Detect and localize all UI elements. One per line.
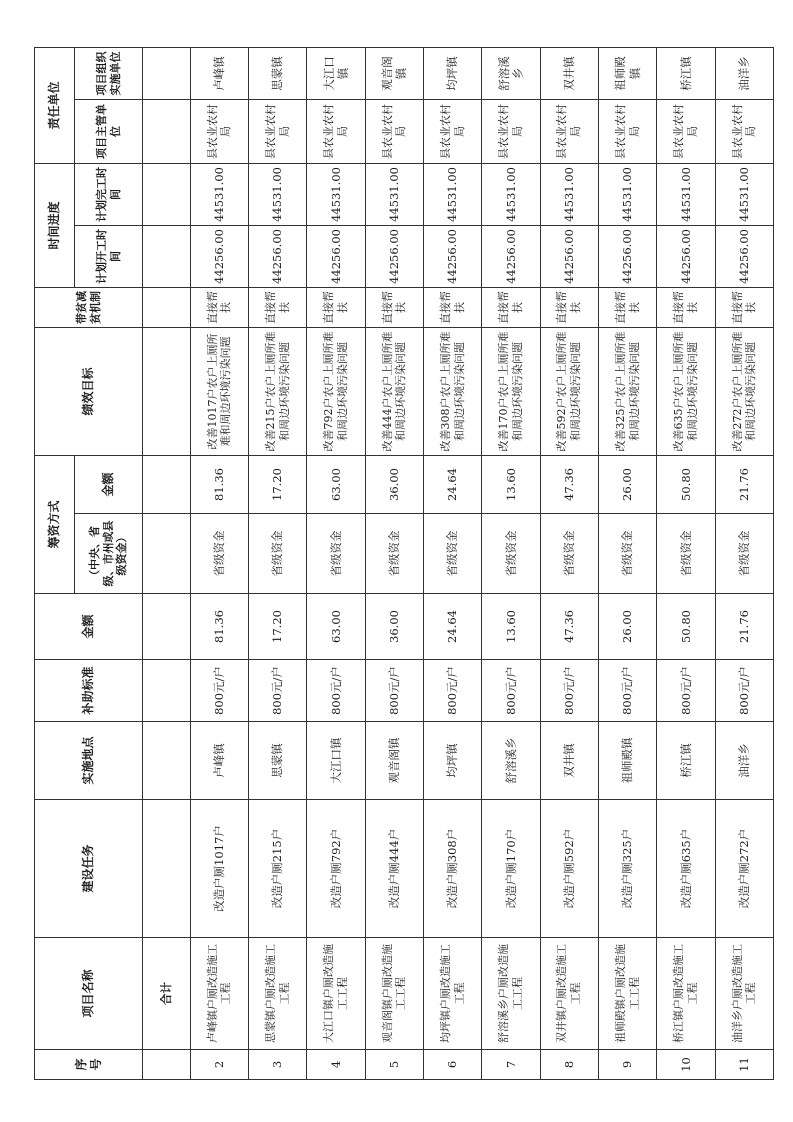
- row-implementer: 卢峰镇: [190, 47, 248, 99]
- row-goal: 改善215户农户上厕所难和周边环境污染问题: [248, 327, 306, 455]
- row-goal: 改善272户农户上厕所难和周边环境污染问题: [715, 327, 773, 455]
- row-task: 改造户厕272户: [715, 800, 773, 938]
- row-task: 改造户厕1017户: [190, 800, 248, 938]
- row-standard: 800元/户: [540, 660, 598, 722]
- row-start: 44256.00: [365, 225, 423, 287]
- row-supervisor: 县农业农村局: [190, 99, 248, 163]
- row-start: 44256.00: [190, 225, 248, 287]
- row-implementer: 双井镇: [540, 47, 598, 99]
- row-task: 改造户厕308户: [423, 800, 481, 938]
- row-amount: 50.80: [657, 594, 715, 660]
- header-funding-source: （中央、省级、市州或县级资金）: [75, 514, 143, 594]
- row-goal: 改善444户农户上厕所难和周边环境污染问题: [365, 327, 423, 455]
- row-funding-source: 省级资金: [657, 514, 715, 594]
- row-funding-source: 省级资金: [423, 514, 481, 594]
- row-seq: 2: [190, 1050, 248, 1080]
- row-amount: 63.00: [307, 594, 365, 660]
- row-start: 44256.00: [482, 225, 540, 287]
- row-seq: 10: [657, 1050, 715, 1080]
- row-seq: 4: [307, 1050, 365, 1080]
- row-project-name: 祖师殿镇户厕改造施工工程: [598, 938, 656, 1050]
- header-end: 计划完工时间: [75, 163, 143, 225]
- header-responsible: 责任单位: [35, 47, 75, 163]
- row-end: 44531.00: [482, 163, 540, 225]
- row-amount: 47.36: [540, 594, 598, 660]
- row-goal: 改善592户农户上厕所难和周边环境污染问题: [540, 327, 598, 455]
- row-location: 桥江镇: [657, 722, 715, 800]
- row-seq: 5: [365, 1050, 423, 1080]
- table-row: [248, 47, 306, 1079]
- row-end: 44531.00: [540, 163, 598, 225]
- row-supervisor: 县农业农村局: [248, 99, 306, 163]
- header-project-name: 项目名称: [35, 938, 143, 1050]
- row-location: 卢峰镇: [190, 722, 248, 800]
- header-funding-method: 筹资方式: [35, 455, 75, 593]
- header-goal: 绩效目标: [35, 327, 143, 455]
- row-standard: 800元/户: [657, 660, 715, 722]
- row-end: 44531.00: [598, 163, 656, 225]
- header-task: 建设任务: [35, 800, 143, 938]
- row-amount: 36.00: [365, 594, 423, 660]
- table-row: [307, 47, 365, 1079]
- row-implementer: 观音阁镇: [365, 47, 423, 99]
- row-project-name: 桥江镇户厕改造施工工程: [657, 938, 715, 1050]
- table-row: [365, 47, 423, 1079]
- row-project-name: 均坪镇户厕改造施工工程: [423, 938, 481, 1050]
- row-goal: 改善1017户农户上厕所难和周边环境污染问题: [190, 327, 248, 455]
- row-start: 44256.00: [423, 225, 481, 287]
- row-goal: 改善170户农户上厕所难和周边环境污染问题: [482, 327, 540, 455]
- header-schedule: 时间进度: [35, 163, 75, 287]
- row-funding-amount: 50.80: [657, 455, 715, 513]
- row-supervisor: 县农业农村局: [307, 99, 365, 163]
- row-end: 44531.00: [365, 163, 423, 225]
- row-funding-amount: 81.36: [190, 455, 248, 513]
- row-mechanism: 直接帮扶: [598, 287, 656, 327]
- row-mechanism: 直接帮扶: [307, 287, 365, 327]
- row-mechanism: 直接帮扶: [482, 287, 540, 327]
- header-funding-amount: 金额: [75, 455, 143, 513]
- row-implementer: 油洋乡: [715, 47, 773, 99]
- row-funding-source: 省级资金: [307, 514, 365, 594]
- row-start: 44256.00: [598, 225, 656, 287]
- row-funding-amount: 63.00: [307, 455, 365, 513]
- row-seq: 11: [715, 1050, 773, 1080]
- row-location: 舒溶溪乡: [482, 722, 540, 800]
- row-standard: 800元/户: [365, 660, 423, 722]
- row-mechanism: 直接帮扶: [540, 287, 598, 327]
- row-project-name: 卢峰镇户厕改造施工工程: [190, 938, 248, 1050]
- row-supervisor: 县农业农村局: [657, 99, 715, 163]
- row-supervisor: 县农业农村局: [482, 99, 540, 163]
- row-seq: 9: [598, 1050, 656, 1080]
- row-implementer: 祖师殿镇: [598, 47, 656, 99]
- row-seq: 7: [482, 1050, 540, 1080]
- row-end: 44531.00: [307, 163, 365, 225]
- row-goal: 改善325户农户上厕所难和周边环境污染问题: [598, 327, 656, 455]
- row-mechanism: 直接帮扶: [190, 287, 248, 327]
- row-start: 44256.00: [540, 225, 598, 287]
- row-location: 双井镇: [540, 722, 598, 800]
- row-end: 44531.00: [657, 163, 715, 225]
- row-amount: 21.76: [715, 594, 773, 660]
- row-funding-source: 省级资金: [482, 514, 540, 594]
- header-mechanism: 带贫减贫机制: [35, 287, 143, 327]
- row-seq: 3: [248, 1050, 306, 1080]
- row-funding-source: 省级资金: [540, 514, 598, 594]
- row-location: 祖师殿镇: [598, 722, 656, 800]
- header-seq: 序号: [35, 1050, 143, 1080]
- row-goal: 改善308户农户上厕所难和周边环境污染问题: [423, 327, 481, 455]
- row-task: 改造户厕792户: [307, 800, 365, 938]
- project-table: [34, 47, 774, 1080]
- row-goal: 改善792户农户上厕所难和周边环境污染问题: [307, 327, 365, 455]
- row-funding-amount: 24.64: [423, 455, 481, 513]
- row-seq: 6: [423, 1050, 481, 1080]
- row-implementer: 桥江镇: [657, 47, 715, 99]
- row-mechanism: 直接帮扶: [715, 287, 773, 327]
- row-supervisor: 县农业农村局: [365, 99, 423, 163]
- row-implementer: 思蒙镇: [248, 47, 306, 99]
- table-row: [657, 47, 715, 1079]
- table-row: [598, 47, 656, 1079]
- row-goal: 改善635户农户上厕所难和周边环境污染问题: [657, 327, 715, 455]
- table-row: [482, 47, 540, 1079]
- row-funding-source: 省级资金: [715, 514, 773, 594]
- header-location: 实施地点: [35, 722, 143, 800]
- row-mechanism: 直接帮扶: [365, 287, 423, 327]
- row-task: 改造户厕215户: [248, 800, 306, 938]
- row-funding-source: 省级资金: [365, 514, 423, 594]
- row-project-name: 双井镇户厕改造施工工程: [540, 938, 598, 1050]
- row-location: 油洋乡: [715, 722, 773, 800]
- row-supervisor: 县农业农村局: [715, 99, 773, 163]
- row-seq: 8: [540, 1050, 598, 1080]
- row-task: 改造户厕444户: [365, 800, 423, 938]
- row-start: 44256.00: [248, 225, 306, 287]
- row-start: 44256.00: [657, 225, 715, 287]
- row-funding-amount: 17.20: [248, 455, 306, 513]
- row-task: 改造户厕170户: [482, 800, 540, 938]
- row-amount: 26.00: [598, 594, 656, 660]
- row-task: 改造户厕325户: [598, 800, 656, 938]
- header-start: 计划开工时间: [75, 225, 143, 287]
- row-standard: 800元/户: [598, 660, 656, 722]
- table-row: [423, 47, 481, 1079]
- row-funding-amount: 13.60: [482, 455, 540, 513]
- row-standard: 800元/户: [248, 660, 306, 722]
- row-standard: 800元/户: [307, 660, 365, 722]
- row-mechanism: 直接帮扶: [248, 287, 306, 327]
- row-supervisor: 县农业农村局: [598, 99, 656, 163]
- row-amount: 13.60: [482, 594, 540, 660]
- row-start: 44256.00: [307, 225, 365, 287]
- row-project-name: 思蒙镇户厕改造施工工程: [248, 938, 306, 1050]
- row-task: 改造户厕635户: [657, 800, 715, 938]
- row-location: 均坪镇: [423, 722, 481, 800]
- header-standard: 补助标准: [35, 660, 143, 722]
- row-amount: 24.64: [423, 594, 481, 660]
- row-standard: 800元/户: [423, 660, 481, 722]
- row-project-name: 油洋乡户厕改造施工工程: [715, 938, 773, 1050]
- row-start: 44256.00: [715, 225, 773, 287]
- row-amount: 17.20: [248, 594, 306, 660]
- row-funding-amount: 21.76: [715, 455, 773, 513]
- row-supervisor: 县农业农村局: [540, 99, 598, 163]
- header-implementer: 项目组织实施单位: [75, 47, 143, 99]
- row-funding-source: 省级资金: [190, 514, 248, 594]
- row-end: 44531.00: [715, 163, 773, 225]
- row-supervisor: 县农业农村局: [423, 99, 481, 163]
- row-implementer: 舒溶溪乡: [482, 47, 540, 99]
- row-standard: 800元/户: [190, 660, 248, 722]
- row-end: 44531.00: [190, 163, 248, 225]
- row-funding-source: 省级资金: [598, 514, 656, 594]
- row-location: 观音阁镇: [365, 722, 423, 800]
- row-implementer: 均坪镇: [423, 47, 481, 99]
- header-supervisor: 项目主管单位: [75, 99, 143, 163]
- row-project-name: 大江口镇户厕改造施工工程: [307, 938, 365, 1050]
- row-funding-amount: 36.00: [365, 455, 423, 513]
- row-implementer: 大江口镇: [307, 47, 365, 99]
- row-mechanism: 直接帮扶: [657, 287, 715, 327]
- row-task: 改造户厕592户: [540, 800, 598, 938]
- row-location: 大江口镇: [307, 722, 365, 800]
- row-standard: 800元/户: [715, 660, 773, 722]
- row-location: 思蒙镇: [248, 722, 306, 800]
- row-mechanism: 直接帮扶: [423, 287, 481, 327]
- table-row: [190, 47, 248, 1079]
- total-label: 合计: [143, 938, 191, 1050]
- row-funding-amount: 26.00: [598, 455, 656, 513]
- row-standard: 800元/户: [482, 660, 540, 722]
- row-project-name: 观音阁镇户厕改造施工工程: [365, 938, 423, 1050]
- header-amount: 金额: [35, 594, 143, 660]
- row-funding-amount: 47.36: [540, 455, 598, 513]
- row-funding-source: 省级资金: [248, 514, 306, 594]
- row-amount: 81.36: [190, 594, 248, 660]
- row-end: 44531.00: [248, 163, 306, 225]
- total-row: [143, 47, 191, 1079]
- table-row: [715, 47, 773, 1079]
- row-end: 44531.00: [423, 163, 481, 225]
- row-project-name: 舒溶溪乡户厕改造施工工程: [482, 938, 540, 1050]
- rotated-page: [34, 48, 774, 1080]
- table-row: [540, 47, 598, 1079]
